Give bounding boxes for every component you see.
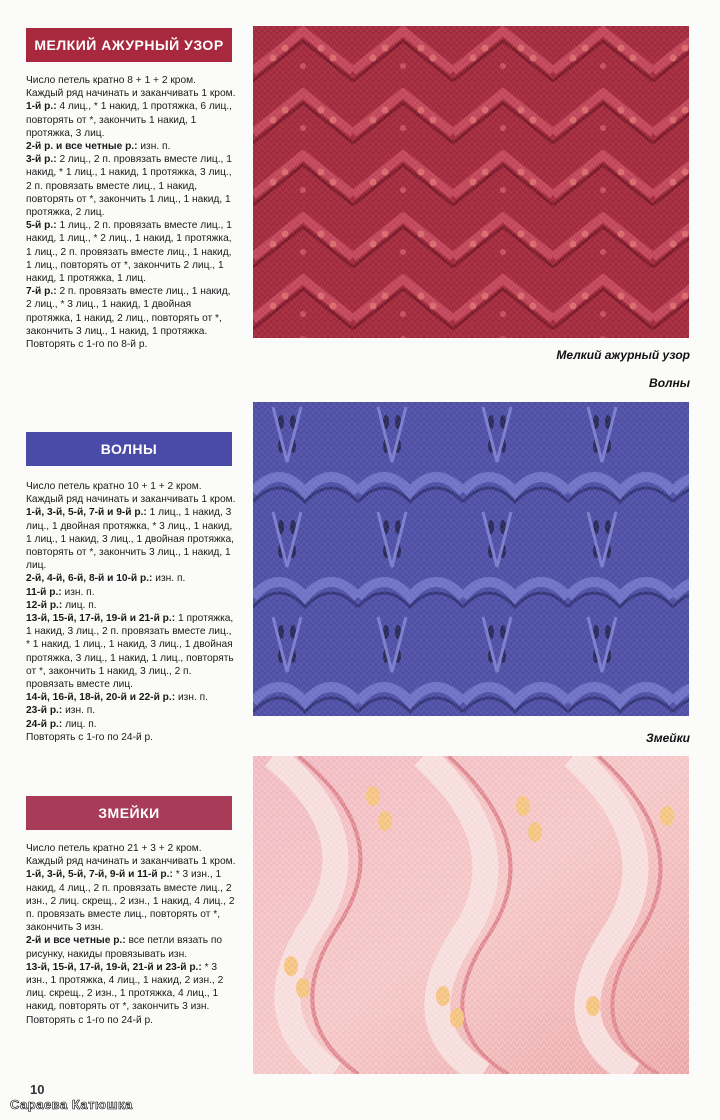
row-instruction: 14-й, 16-й, 18-й, 20-й и 22-й р.: изн. п. — [26, 692, 208, 704]
knit-photo-waves — [253, 402, 689, 716]
row-instruction: 3-й р.: 2 лиц., 2 п. провязать вместе лиц., 1 накид, * 1 лиц., 1 накид, 1 протяжка, 3 лиц., 2 п. провязать вместе лиц., 1 накид, повторять от *, закончить 1 лиц., 1 накид, 1 протяжка, 2 лиц. — [26, 154, 232, 219]
row-instruction: 23-й р.: изн. п. — [26, 705, 96, 717]
pattern-instructions — [26, 480, 236, 744]
zigzag-lace-texture — [253, 26, 689, 338]
row-instruction: Повторять с 1-го по 24-й р. — [26, 1014, 153, 1026]
pattern-instructions — [26, 74, 236, 351]
row-instruction: 13-й, 15-й, 17-й, 19-й, 21-й и 23-й р.: * 3 изн., 1 протяжка, 4 лиц., 1 накид, 2 изн., 2 лиц. скрещ., 2 изн., 1 протяжка, 4 лиц., 1 накид, повторять от *, закончить 3 изн. — [26, 961, 224, 1013]
section-title: ЗМЕЙКИ — [98, 805, 160, 821]
row-instruction: 13-й, 15-й, 17-й, 19-й и 21-й р.: 1 протяжка, 1 накид, 3 лиц., 2 п. провязать вместе лиц., * 1 накид, 1 лиц., 1 накид, 3 лиц., 1 двойная протяжка, 3 лиц., 1 накид, 1 лиц., повторять от *, закончить 1 накид, 3 лиц., 2 п. провязать вместе лиц. — [26, 613, 234, 691]
knit-photo-snakes — [253, 756, 689, 1074]
section-title-banner — [26, 796, 232, 830]
row-instruction: 12-й р.: лиц. п. — [26, 599, 97, 611]
row-instruction: 1-й р.: 4 лиц., * 1 накид, 1 протяжка, 6 лиц., повторять от *, закончить 1 накид, 1 протяжка, 3 лиц. — [26, 101, 232, 139]
row-instruction: 1-й, 3-й, 5-й, 7-й, 9-й и 11-й р.: * 3 изн., 1 накид, 4 лиц., 2 п. провязать вместе лиц., 2 изн., 2 лиц. скрещ., 2 изн., 1 накид, 4 лиц., 2 п. провязать вместе лиц., повторять от *, закончить 3 изн. — [26, 869, 235, 934]
row-instruction: 11-й р.: изн. п. — [26, 586, 95, 598]
pattern-instructions — [26, 842, 236, 1027]
section-title-banner — [26, 432, 232, 466]
row-instruction: 5-й р.: 1 лиц., 2 п. провязать вместе лиц., 1 накид, 1 лиц., * 2 лиц., 1 накид, 1 протяжка, 1 лиц., 2 п. провязать вместе лиц., 1 накид, 1 лиц., повторять от *, закончить 2 лиц., 1 накид, 1 протяжка, 1 лиц. — [26, 220, 232, 285]
row-instruction: 1-й, 3-й, 5-й, 7-й и 9-й р.: 1 лиц., 1 накид, 3 лиц., 1 двойная протяжка, * 3 лиц., 1 накид, 1 лиц., 1 накид, 3 лиц., 1 двойная протяжка, повторять от *, закончить 3 лиц., 1 накид, 1 лиц. — [26, 507, 234, 572]
row-instruction: 7-й р.: 2 п. провязать вместе лиц., 1 накид, 2 лиц., * 3 лиц., 1 накид, 1 двойная протяжка, 1 накид, 2 лиц., повторять от *, закончить 3 лиц., 1 накид, 1 протяжка. — [26, 286, 231, 337]
row-instruction: Повторять с 1-го по 8-й р. — [26, 339, 148, 351]
photo-caption: Мелкий ажурный узор — [556, 348, 690, 362]
row-instruction: 2-й и все четные р.: все петли вязать по рисунку, накиды провязывать изн. — [26, 935, 223, 960]
page-number: 10 — [30, 1082, 45, 1097]
section-title-banner — [26, 28, 232, 62]
section-title: ВОЛНЫ — [100, 441, 158, 457]
row-instruction: 2-й, 4-й, 6-й, 8-й и 10-й р.: изн. п. — [26, 573, 186, 585]
waves-texture — [253, 402, 689, 716]
knit-photo-lace-zigzag — [253, 26, 689, 338]
row-instruction: Повторять с 1-го по 24-й р. — [26, 731, 153, 743]
photo-caption: Волны — [649, 376, 690, 390]
row-instruction: 2-й р. и все четные р.: изн. п. — [26, 141, 171, 153]
row-instruction: 24-й р.: лиц. п. — [26, 718, 97, 730]
section-title: МЕЛКИЙ АЖУРНЫЙ УЗОР — [34, 37, 224, 53]
pattern-intro: Число петель кратно 21 + 3 + 2 кром. Каждый ряд начинать и заканчивать 1 кром. — [26, 843, 236, 868]
watermark-text: Сараева Катюшка — [10, 1097, 133, 1112]
snakes-texture — [253, 756, 689, 1074]
pattern-intro: Число петель кратно 10 + 1 + 2 кром. Каждый ряд начинать и заканчивать 1 кром. — [26, 481, 236, 506]
photo-caption: Змейки — [645, 731, 690, 745]
pattern-intro: Число петель кратно 8 + 1 + 2 кром. Каждый ряд начинать и заканчивать 1 кром. — [26, 75, 236, 100]
